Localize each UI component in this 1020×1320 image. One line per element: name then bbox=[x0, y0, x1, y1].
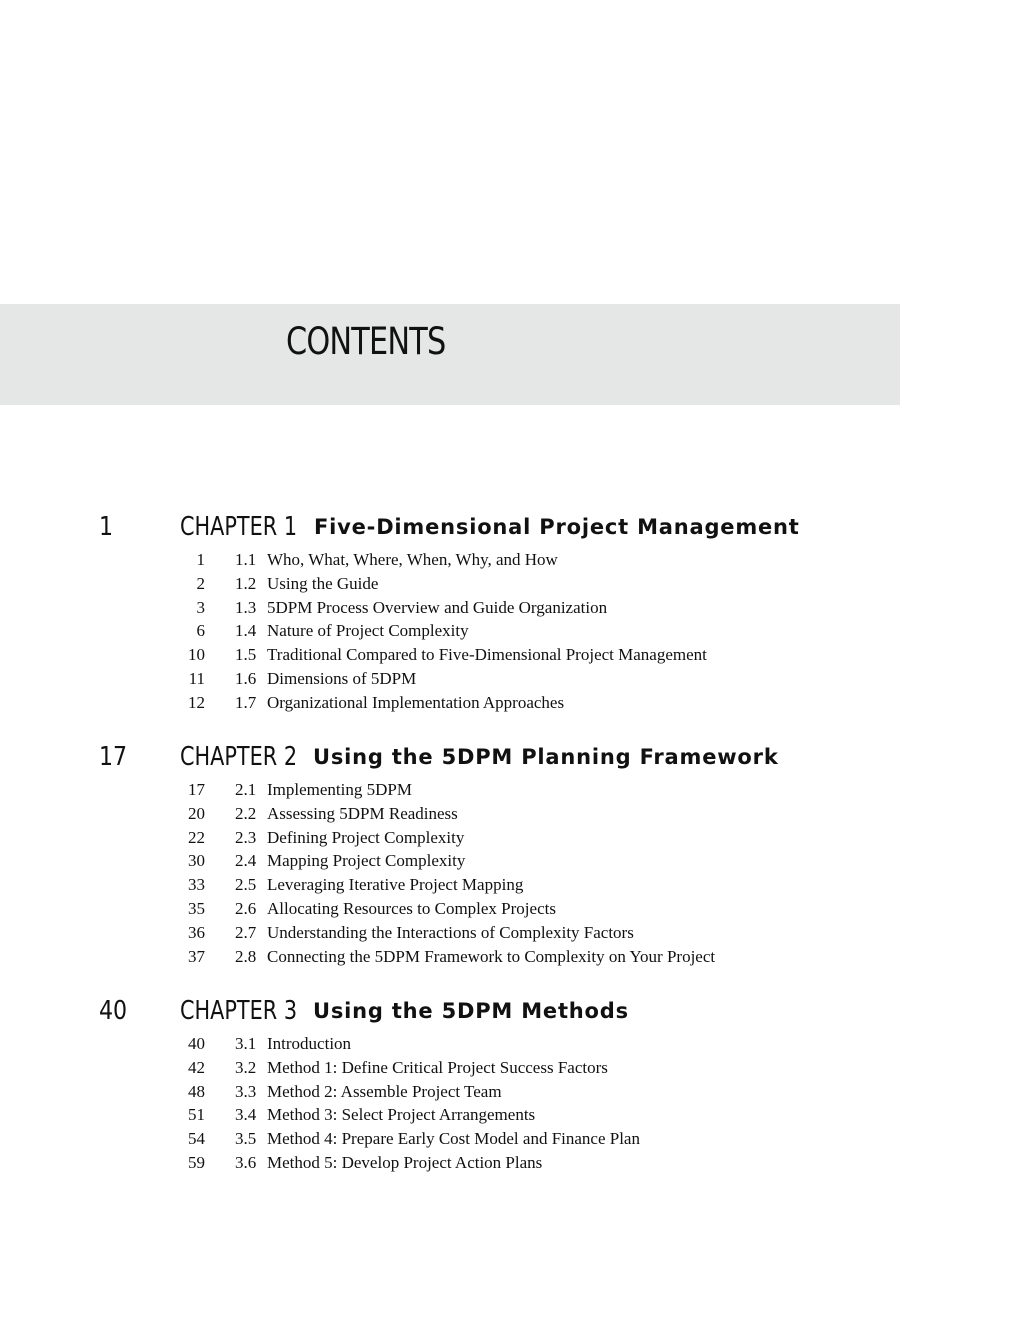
chapter-heading[interactable] bbox=[0, 742, 1020, 776]
section-page-number: 59 bbox=[188, 1152, 205, 1172]
section-number: 1.6 bbox=[235, 668, 257, 688]
toc-entry[interactable] bbox=[0, 1080, 1020, 1104]
section-number: 2.6 bbox=[235, 898, 257, 918]
section-page-number: 2 bbox=[196, 573, 205, 593]
section-title: Leveraging Iterative Project Mapping bbox=[267, 875, 524, 895]
section-number: 2.1 bbox=[235, 780, 257, 799]
toc-entry[interactable] bbox=[0, 1032, 1020, 1056]
section-number: 2.4 bbox=[235, 851, 257, 871]
chapter-heading[interactable] bbox=[0, 996, 1020, 1030]
section-number: 2.8 bbox=[235, 946, 257, 966]
section-title: Who, What, Where, When, Why, and How bbox=[267, 550, 558, 569]
toc-entry[interactable] bbox=[0, 548, 1020, 572]
section-title: Implementing 5DPM bbox=[267, 780, 412, 799]
section-list bbox=[0, 548, 1020, 715]
section-page-number: 51 bbox=[188, 1105, 205, 1125]
chapter-page-number: 17 bbox=[99, 742, 128, 772]
section-title: Method 3: Select Project Arrangements bbox=[267, 1105, 536, 1125]
section-page-number: 40 bbox=[188, 1034, 205, 1053]
section-number: 2.5 bbox=[235, 875, 257, 895]
section-page-number: 37 bbox=[188, 946, 205, 966]
section-title: Mapping Project Complexity bbox=[267, 851, 466, 871]
section-number: 1.2 bbox=[235, 573, 257, 593]
section-title: Dimensions of 5DPM bbox=[267, 668, 417, 688]
section-title: Method 2: Assemble Project Team bbox=[267, 1081, 502, 1101]
page-title: CONTENTS bbox=[286, 320, 446, 363]
section-title: Traditional Compared to Five-Dimensional Project Management bbox=[267, 645, 707, 665]
section-title: Understanding the Interactions of Complexity Factors bbox=[267, 922, 634, 942]
section-number: 2.7 bbox=[235, 922, 257, 942]
chapter-label: CHAPTER 1 bbox=[180, 512, 298, 542]
section-title: Method 1: Define Critical Project Success Factors bbox=[267, 1057, 608, 1077]
toc-entry[interactable] bbox=[0, 849, 1020, 873]
section-title: Method 4: Prepare Early Cost Model and Finance Plan bbox=[267, 1129, 640, 1149]
section-page-number: 48 bbox=[188, 1081, 205, 1101]
section-page-number: 10 bbox=[188, 645, 205, 665]
toc-entry[interactable] bbox=[0, 921, 1020, 945]
section-title: Connecting the 5DPM Framework to Complexity on Your Project bbox=[267, 946, 716, 966]
section-page-number: 33 bbox=[188, 875, 205, 895]
section-number: 3.3 bbox=[235, 1081, 257, 1101]
section-number: 1.4 bbox=[235, 621, 257, 641]
section-title: Allocating Resources to Complex Projects bbox=[267, 898, 556, 918]
toc-entry[interactable] bbox=[0, 802, 1020, 826]
section-page-number: 22 bbox=[188, 827, 205, 847]
chapter-label: CHAPTER 2 bbox=[180, 742, 298, 772]
toc-entry[interactable] bbox=[0, 1056, 1020, 1080]
section-page-number: 42 bbox=[188, 1057, 205, 1077]
section-number: 3.5 bbox=[235, 1129, 257, 1149]
toc-entry[interactable] bbox=[0, 826, 1020, 850]
toc-entry[interactable] bbox=[0, 572, 1020, 596]
chapter-2 bbox=[0, 742, 1020, 968]
toc-entry[interactable] bbox=[0, 667, 1020, 691]
section-number: 1.3 bbox=[235, 597, 257, 617]
section-title: 5DPM Process Overview and Guide Organization bbox=[267, 597, 608, 617]
chapter-1 bbox=[0, 512, 1020, 715]
section-number: 3.1 bbox=[235, 1034, 257, 1053]
section-page-number: 54 bbox=[188, 1129, 205, 1149]
chapter-title: Using the 5DPM Methods bbox=[313, 999, 629, 1023]
toc-entry[interactable] bbox=[0, 778, 1020, 802]
section-title: Nature of Project Complexity bbox=[267, 621, 469, 641]
section-title: Organizational Implementation Approaches bbox=[267, 692, 565, 712]
chapter-title: Five-Dimensional Project Management bbox=[314, 515, 800, 539]
toc-entry[interactable] bbox=[0, 619, 1020, 643]
chapter-page-number: 40 bbox=[99, 996, 128, 1026]
section-title: Using the Guide bbox=[267, 573, 379, 593]
chapter-3 bbox=[0, 996, 1020, 1175]
section-title: Assessing 5DPM Readiness bbox=[267, 803, 458, 823]
section-title: Method 5: Develop Project Action Plans bbox=[267, 1152, 543, 1172]
section-page-number: 30 bbox=[188, 851, 205, 871]
section-number: 2.3 bbox=[235, 827, 257, 847]
section-page-number: 11 bbox=[188, 668, 205, 688]
section-page-number: 3 bbox=[196, 597, 205, 617]
toc-entry[interactable] bbox=[0, 1151, 1020, 1175]
section-list bbox=[0, 1032, 1020, 1175]
toc-entry[interactable] bbox=[0, 873, 1020, 897]
chapter-page-number: 1 bbox=[99, 512, 114, 542]
section-page-number: 35 bbox=[188, 898, 205, 918]
section-number: 3.6 bbox=[235, 1152, 257, 1172]
section-number: 2.2 bbox=[235, 803, 257, 823]
chapter-title: Using the 5DPM Planning Framework bbox=[313, 745, 779, 769]
section-page-number: 6 bbox=[196, 621, 205, 641]
toc-entry[interactable] bbox=[0, 945, 1020, 969]
section-number: 1.7 bbox=[235, 692, 257, 712]
chapter-label: CHAPTER 3 bbox=[180, 996, 298, 1026]
chapter-heading[interactable] bbox=[0, 512, 1020, 546]
section-page-number: 20 bbox=[188, 803, 205, 823]
toc-entry[interactable] bbox=[0, 596, 1020, 620]
section-title: Defining Project Complexity bbox=[267, 827, 465, 847]
toc-entry[interactable] bbox=[0, 1127, 1020, 1151]
section-page-number: 1 bbox=[196, 550, 205, 569]
section-number: 3.2 bbox=[235, 1057, 257, 1077]
section-page-number: 17 bbox=[188, 780, 205, 799]
section-page-number: 36 bbox=[188, 922, 205, 942]
section-title: Introduction bbox=[267, 1034, 352, 1053]
section-list bbox=[0, 778, 1020, 968]
section-number: 1.5 bbox=[235, 645, 257, 665]
section-number: 3.4 bbox=[235, 1105, 257, 1125]
contents-banner bbox=[0, 304, 900, 405]
section-page-number: 12 bbox=[188, 692, 205, 712]
toc-entry[interactable] bbox=[0, 1103, 1020, 1127]
section-number: 1.1 bbox=[235, 550, 257, 569]
toc-entry[interactable] bbox=[0, 691, 1020, 715]
toc-entry[interactable] bbox=[0, 897, 1020, 921]
toc-entry[interactable] bbox=[0, 643, 1020, 667]
